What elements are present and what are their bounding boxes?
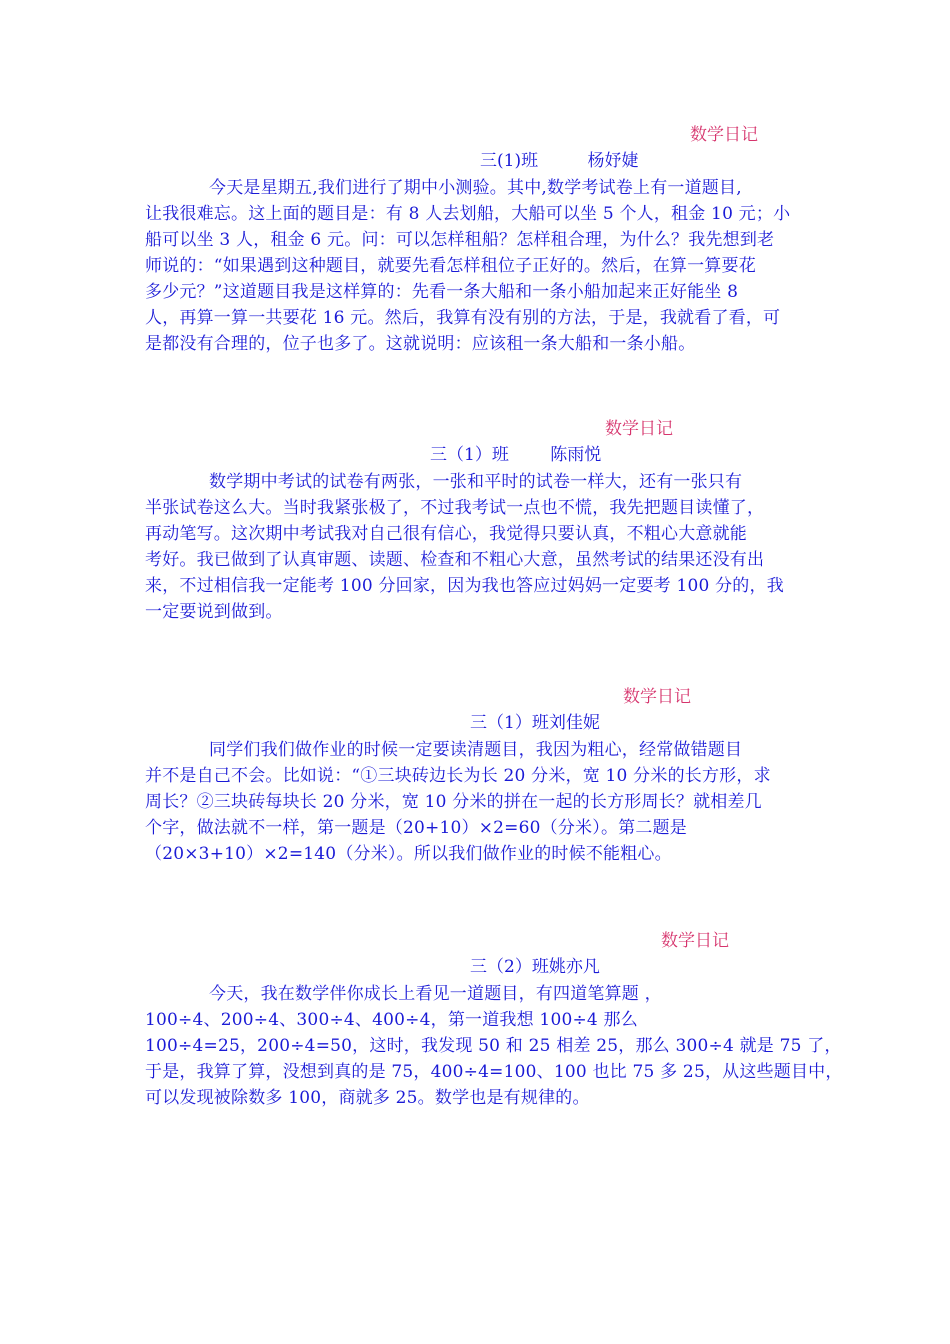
body-line: 同学们我们做作业的时候一定要读清题目，我因为粗心，经常做错题目 — [209, 740, 743, 760]
class-name: 三(1)班 — [480, 151, 539, 171]
body-line: 于是，我算了算，没想到真的是 75，400÷4=100、100 也比 75 多 25，从这些题目中， — [145, 1062, 843, 1082]
class-name: 三（1）班刘佳妮 — [470, 713, 600, 733]
entry-byline — [470, 956, 600, 978]
body-line: 周长？②三块砖每块长 20 分米，宽 10 分米的拼在一起的长方形周长？就相差几 — [145, 792, 762, 812]
entry-body — [145, 175, 820, 357]
body-line: 100÷4、200÷4、300÷4、400÷4，第一道我想 100÷4 那么 — [145, 1010, 638, 1030]
entry-byline — [430, 444, 601, 466]
body-line: 来，不过相信我一定能考 100 分回家，因为我也答应过妈妈一定要考 100 分的，我 — [145, 576, 784, 596]
body-line: 船可以坐 3 人，租金 6 元。问：可以怎样租船？怎样租合理，为什么？我先想到老 — [145, 230, 775, 250]
body-line: （20×3+10）×2=140（分米）。所以我们做作业的时候不能粗心。 — [145, 844, 672, 864]
author-name: 陈雨悦 — [550, 445, 602, 465]
body-line: 一定要说到做到。 — [145, 602, 283, 622]
body-line: 考好。我已做到了认真审题、读题、检查和不粗心大意，虽然考试的结果还没有出 — [145, 550, 765, 570]
body-line: 并不是自己不会。比如说：“①三块砖边长为长 20 分米，宽 10 分米的长方形，求 — [145, 766, 771, 786]
body-line: 数学期中考试的试卷有两张，一张和平时的试卷一样大，还有一张只有 — [209, 472, 743, 492]
entry-body — [145, 981, 843, 1111]
entry-byline — [480, 150, 639, 172]
body-line: 半张试卷这么大。当时我紧张极了，不过我考试一点也不慌，我先把题目读懂了， — [145, 498, 765, 518]
author-name: 杨妤婕 — [587, 151, 639, 171]
entry-body — [145, 737, 820, 867]
body-line: 人，再算一算一共要花 16 元。然后，我算有没有别的方法，于是，我就看了看，可 — [145, 308, 781, 328]
entry-title: 数学日记 — [623, 687, 691, 707]
body-line: 今天是星期五,我们进行了期中小测验。其中,数学考试卷上有一道题目, — [209, 178, 742, 198]
entry-title: 数学日记 — [605, 419, 673, 439]
class-name: 三（1）班 — [430, 445, 509, 465]
body-line: 今天，我在数学伴你成长上看见一道题目，有四道笔算题 ， — [209, 984, 662, 1004]
class-name: 三（2）班姚亦凡 — [470, 957, 600, 977]
entry-title: 数学日记 — [661, 931, 729, 951]
body-line: 让我很难忘。这上面的题目是：有 8 人去划船，大船可以坐 5 个人，租金 10 元；小 — [145, 204, 791, 224]
entry-byline — [470, 712, 600, 734]
body-line: 师说的：“如果遇到这种题目，就要先看怎样租位子正好的。然后，在算一算要花 — [145, 256, 756, 276]
body-line: 100÷4=25，200÷4=50，这时，我发现 50 和 25 相差 25，那么 300÷4 就是 75 了， — [145, 1036, 842, 1056]
body-line: 是都没有合理的，位子也多了。这就说明：应该租一条大船和一条小船。 — [145, 334, 696, 354]
body-line: 再动笔写。这次期中考试我对自己很有信心，我觉得只要认真，不粗心大意就能 — [145, 524, 747, 544]
body-line: 可以发现被除数多 100，商就多 25。数学也是有规律的。 — [145, 1088, 590, 1108]
body-line: 多少元？”这道题目我是这样算的：先看一条大船和一条小船加起来正好能坐 8 — [145, 282, 739, 302]
entry-title: 数学日记 — [690, 125, 758, 145]
body-line: 个字，做法就不一样，第一题是（20+10）×2=60（分米）。第二题是 — [145, 818, 687, 838]
entry-body — [145, 469, 820, 625]
